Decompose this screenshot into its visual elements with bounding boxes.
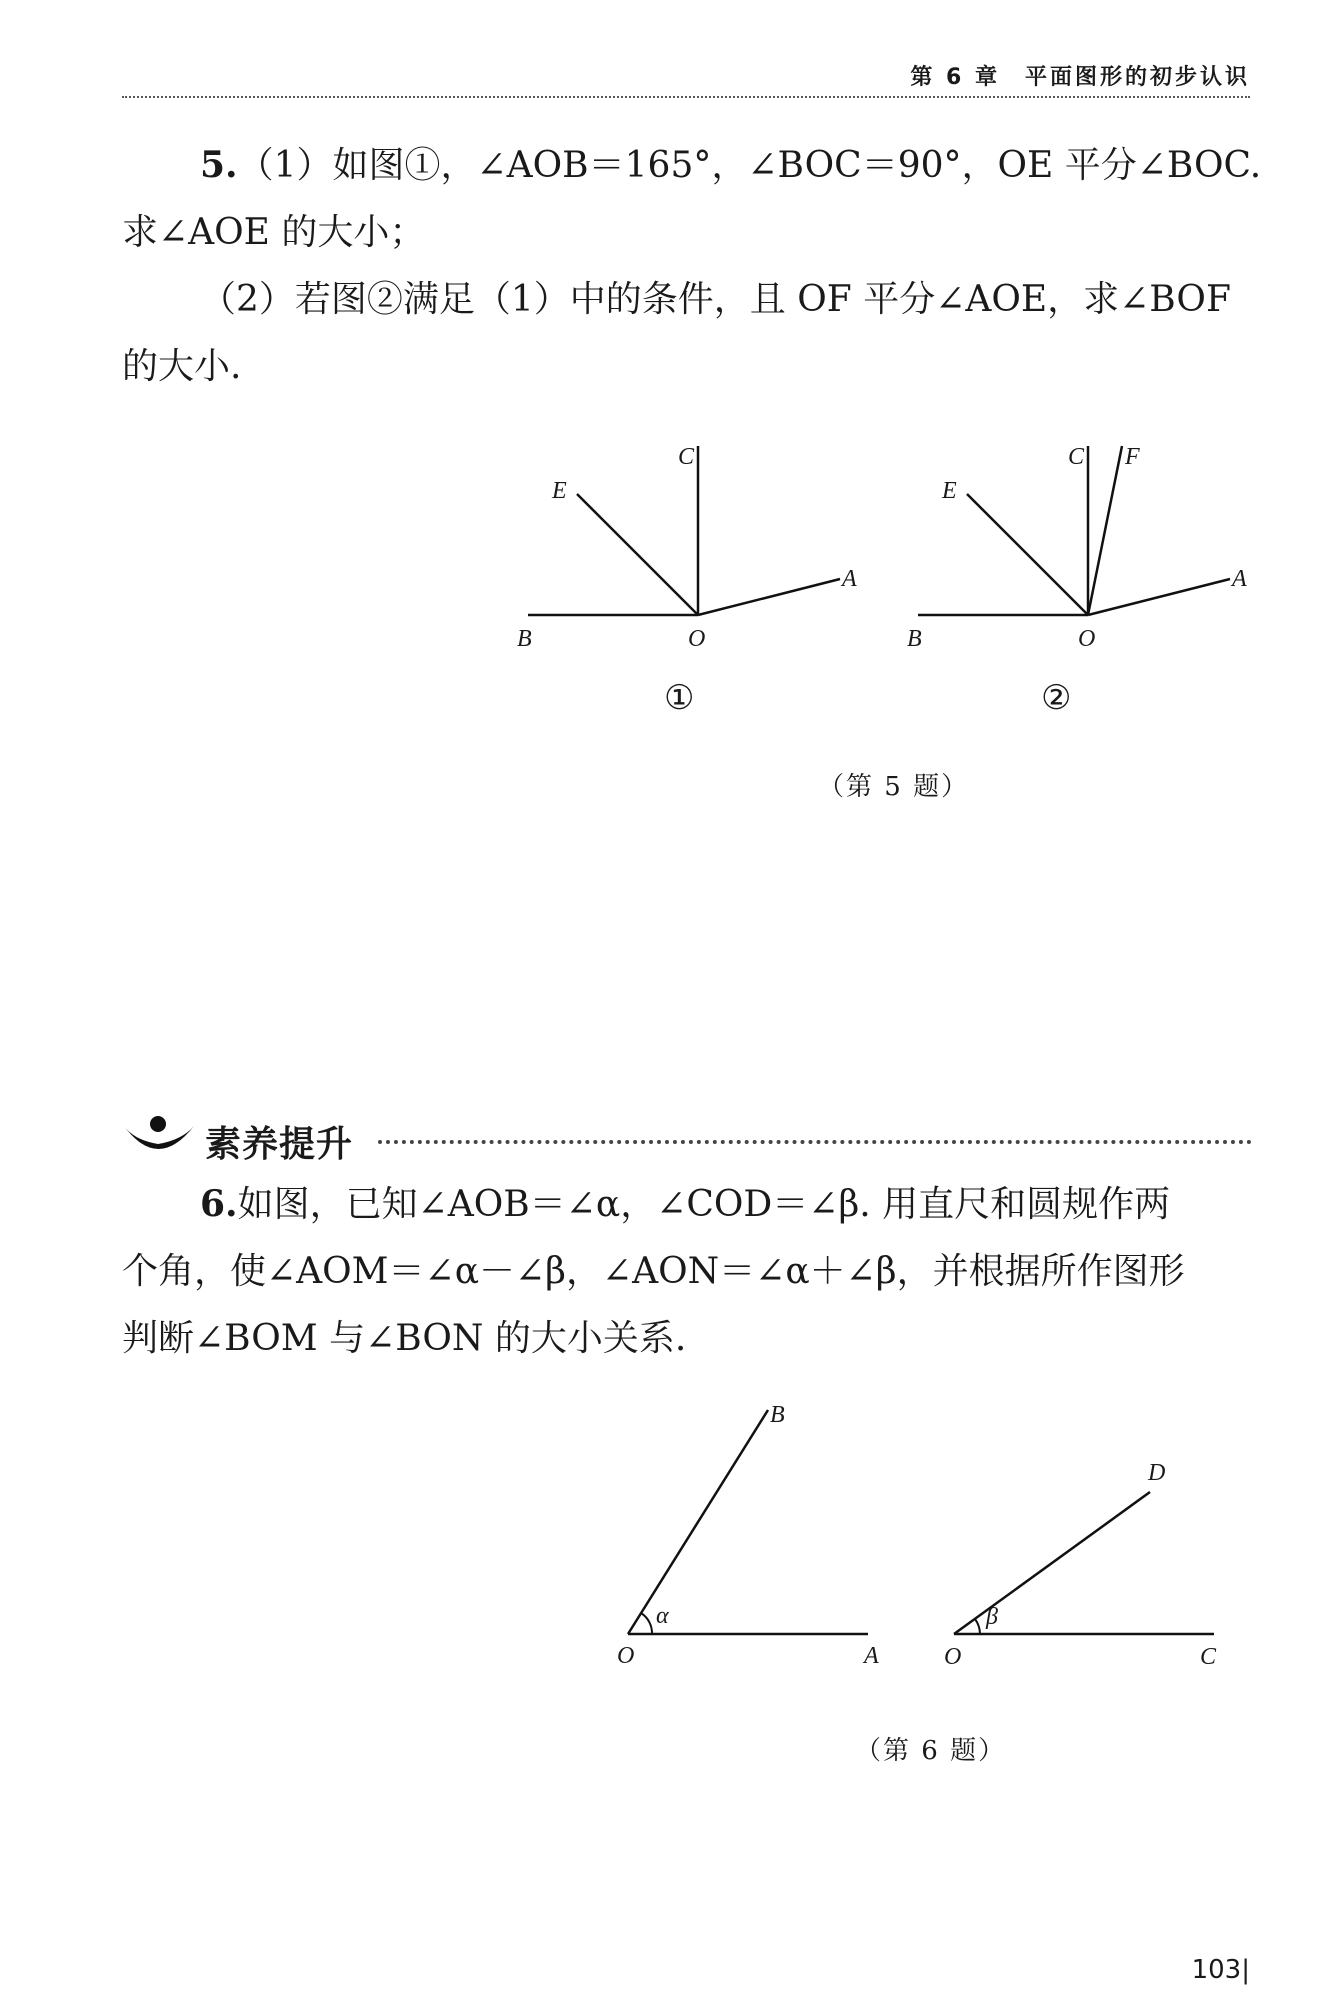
ray-oe bbox=[577, 494, 698, 615]
angle-label-alpha: α bbox=[656, 1603, 669, 1629]
angle-arc-beta bbox=[975, 1619, 980, 1634]
ray-oe bbox=[967, 494, 1088, 615]
problem-5-line-1: 5.（1）如图①，∠AOB＝165°，∠BOC＝90°，OE 平分∠BOC. bbox=[200, 144, 1262, 186]
figure-6-angle-beta bbox=[930, 1450, 1230, 1684]
header-rule bbox=[122, 96, 1250, 98]
point-label-c: C bbox=[1200, 1644, 1217, 1670]
ray-ob bbox=[628, 1410, 768, 1634]
point-label-a: A bbox=[842, 566, 857, 592]
point-label-o: O bbox=[688, 626, 706, 652]
ray-of bbox=[1088, 446, 1122, 615]
figure-5-2 bbox=[900, 440, 1260, 664]
smile-icon bbox=[120, 1110, 198, 1164]
point-label-c: C bbox=[678, 444, 695, 470]
section-title: 素养提升 bbox=[205, 1124, 354, 1165]
problem-5-number: 5. bbox=[200, 144, 238, 186]
ray-oa bbox=[698, 579, 840, 615]
problem-5-line-3: （2）若图②满足（1）中的条件，且 OF 平分∠AOE，求∠BOF bbox=[200, 279, 1231, 320]
problem-6-line-2: 个角，使∠AOM＝∠α－∠β，∠AON＝∠α＋∠β，并根据所作图形 bbox=[122, 1251, 1185, 1292]
point-label-o: O bbox=[1078, 626, 1096, 652]
page-number: 103| bbox=[1191, 1955, 1250, 1985]
running-head: 第 6 章 平面图形的初步认识 bbox=[910, 65, 1250, 90]
angle-label-beta: β bbox=[986, 1604, 998, 1630]
ray-oa bbox=[1088, 579, 1230, 615]
point-label-e: E bbox=[942, 478, 957, 504]
figure-5-2-label: ② bbox=[1041, 678, 1072, 718]
point-label-f: F bbox=[1125, 444, 1140, 470]
point-label-e: E bbox=[552, 478, 567, 504]
point-label-b: B bbox=[770, 1402, 785, 1428]
section-dotted-rule bbox=[378, 1140, 1252, 1144]
section-heading bbox=[120, 1110, 1252, 1164]
problem-6-number: 6. bbox=[200, 1183, 238, 1225]
point-label-d: D bbox=[1148, 1460, 1166, 1486]
figure-6-caption: （第 6 题） bbox=[855, 1736, 1007, 1766]
angle-arc-alpha bbox=[641, 1613, 652, 1634]
problem-5-line-4: 的大小. bbox=[122, 346, 242, 387]
figure-5-caption: （第 5 题） bbox=[818, 772, 970, 802]
problem-6-line-3: 判断∠BOM 与∠BON 的大小关系. bbox=[122, 1318, 687, 1359]
figure-5-1 bbox=[510, 440, 870, 664]
point-label-a: A bbox=[1232, 566, 1247, 592]
figure-5-1-label: ① bbox=[664, 678, 695, 718]
problem-5 bbox=[122, 132, 1262, 400]
problem-6 bbox=[122, 1171, 1250, 1372]
problem-5-line-2: 求∠AOE 的大小； bbox=[122, 212, 426, 253]
problem-6-line-1: 6.如图，已知∠AOB＝∠α，∠COD＝∠β. 用直尺和圆规作两 bbox=[200, 1183, 1171, 1225]
figure-6-angle-alpha bbox=[600, 1400, 900, 1684]
point-label-b: B bbox=[907, 626, 922, 652]
point-label-a: A bbox=[864, 1643, 879, 1669]
point-label-o: O bbox=[617, 1643, 635, 1669]
point-label-o: O bbox=[944, 1644, 962, 1670]
point-label-b: B bbox=[517, 626, 532, 652]
ray-od bbox=[954, 1492, 1150, 1634]
point-label-c: C bbox=[1068, 444, 1085, 470]
